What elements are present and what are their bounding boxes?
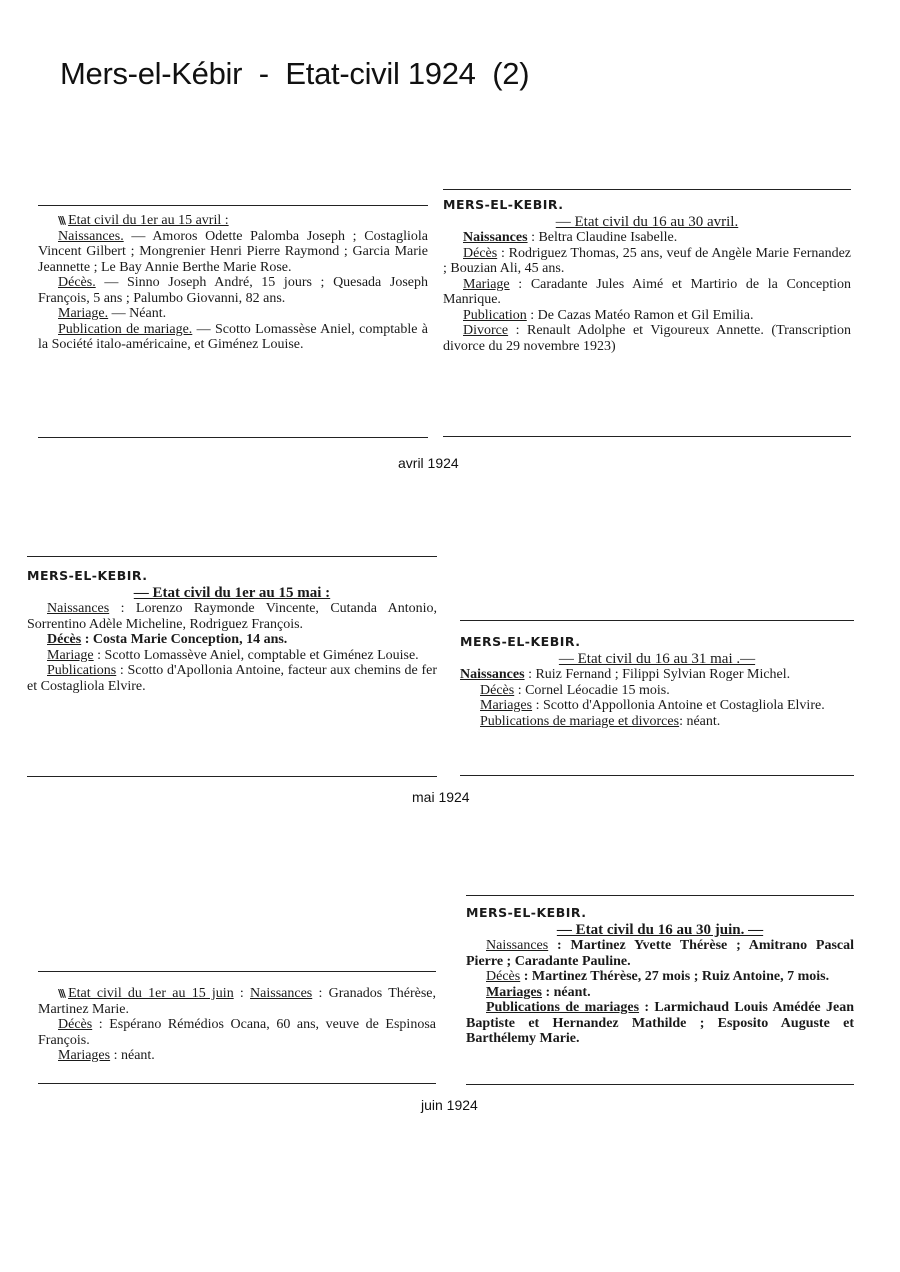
naissances-text: : Ruiz Fernand ; Filippi Sylvian Roger Michel.: [524, 667, 791, 682]
publication-text: : néant.: [679, 713, 721, 729]
deces-text: : Cornel Léocadie 15 mois.: [514, 682, 670, 698]
naissances-label: Naissances: [486, 938, 549, 953]
publication-label: Publication de mariage.: [58, 321, 193, 337]
deces-text: : Costa Marie Conception, 14 ans.: [81, 632, 288, 647]
clip-bottom-rule: [38, 437, 428, 438]
publication-text: : De Cazas Matéo Ramon et Gil Emilia.: [526, 307, 754, 323]
clipping-juin-1: \\\ Etat civil du 1er au 15 juin : Naissances : Granados Thérèse, Martinez Marie. Décès : Espérano Rémédios Ocana, 60 ans, veuve de Espinosa François. Mariages : néant.: [38, 971, 436, 1087]
mariage-text: : néant.: [110, 1048, 155, 1063]
deces-label: Décès: [480, 682, 515, 698]
etat-civil-heading: — Etat civil du 16 au 30 avril.: [555, 213, 739, 230]
publication-text: : Scotto d'Apollonia Antoine, facteur aux chemins de fer et Costagliola Elvire.: [27, 663, 437, 694]
clip-bottom-rule: [38, 1083, 436, 1084]
etat-civil-heading: — Etat civil du 16 au 30 juin. —: [556, 921, 764, 938]
newspaper-header: MERS-EL-KEBIR.: [27, 568, 148, 583]
mariage-text: — Néant.: [108, 306, 167, 321]
naissances-label: Naissances: [47, 601, 110, 616]
deces-text: — Sinno Joseph André, 15 jours ; Quesada Joseph François, 5 ans ; Palumbo Giovanni, 82 ans.: [38, 275, 428, 306]
publication-text: : Larmichaud Louis Amédée Jean Baptiste et Hernandez Mathilde ; Esposito Auguste et Barthélemy Marie.: [466, 1000, 854, 1046]
divorce-label: Divorce: [463, 323, 509, 338]
publication-label: Publications: [47, 663, 117, 678]
mariage-label: Mariages: [486, 984, 542, 1000]
newspaper-header: MERS-EL-KEBIR.: [443, 197, 564, 212]
newspaper-header: MERS-EL-KEBIR.: [460, 634, 581, 649]
clip-top-rule: [466, 895, 854, 896]
publication-label: Publications de mariages: [486, 1000, 640, 1015]
publication-label: Publication: [463, 307, 527, 323]
naissances-label: Naissances: [463, 230, 528, 245]
clipping-avril-2: [443, 189, 851, 441]
caption-juin: juin 1924: [421, 1097, 478, 1113]
clip-top-rule: [38, 205, 428, 206]
etat-civil-heading: — Etat civil du 16 au 31 mai .—: [558, 650, 756, 667]
deces-label: Décès.: [58, 275, 96, 290]
mariage-label: Mariages: [480, 698, 533, 713]
clipping-mai-1: [27, 556, 437, 778]
naissances-text: : Martinez Yvette Thérèse ; Amitrano Pascal Pierre ; Caradante Pauline.: [466, 938, 854, 969]
mariage-text: : Scotto d'Appollonia Antoine et Costagliola Elvire.: [532, 698, 825, 713]
deces-label: Décès: [486, 969, 521, 984]
publication-label: Publications de mariage et divorces: [480, 713, 680, 729]
mariage-text: : Caradante Jules Aimé et Martirio de la Conception Manrique.: [443, 276, 851, 307]
clipping-mai-2: [460, 620, 854, 778]
deces-text: : Rodriguez Thomas, 25 ans, veuf de Angèle Marie Fernandez ; Bouzian Ali, 45 ans.: [443, 245, 851, 276]
clip-bottom-rule: [27, 776, 437, 777]
clip-top-rule: [38, 971, 436, 972]
etat-civil-heading: Etat civil du 1er au 15 avril :: [68, 213, 229, 228]
clip-bottom-rule: [466, 1084, 854, 1085]
mariage-text: : Scotto Lomassève Aniel, comptable et Giménez Louise.: [93, 647, 419, 663]
naissances-text: — Amoros Odette Palomba Joseph ; Costagliola Vincent Gilbert ; Mongrenier Henri Pierre Raymond ; Garcia Marie Jeannette ; Le Bay Annie Berthe Marie Rose.: [38, 228, 428, 275]
etat-civil-heading: — Etat civil du 1er au 15 mai :: [133, 584, 331, 601]
divorce-text: : Renault Adolphe et Vigoureux Annette. (Transcription divorce du 29 novembre 1923): [443, 323, 851, 354]
etat-civil-heading: Etat civil du 1er au 15 juin: [68, 986, 234, 1001]
naissances-label: Naissances.: [58, 228, 124, 244]
caption-avril: avril 1924: [398, 455, 459, 471]
clip-mark: \\\: [58, 987, 65, 1000]
clip-bottom-rule: [443, 436, 851, 437]
mariage-label: Mariage.: [58, 306, 109, 321]
publication-text: — Scotto Lomassèse Aniel, comptable à la Société italo-américaine, et Giménez Louise.: [38, 321, 429, 352]
caption-mai: mai 1924: [412, 789, 470, 805]
page-title: Mers-el-Kébir - Etat-civil 1924 (2): [60, 56, 530, 91]
clip-mark: \\\: [58, 214, 65, 227]
clipping-juin-2: [466, 895, 854, 1087]
deces-text: : Martinez Thérèse, 27 mois ; Ruiz Antoine, 7 mois.: [520, 969, 830, 984]
deces-label: Décès: [47, 632, 82, 647]
naissances-label: Naissances: [460, 667, 525, 682]
clip-top-rule: [27, 556, 437, 557]
deces-label: Décès: [463, 245, 498, 261]
mariage-label: Mariages: [58, 1048, 111, 1063]
naissances-label: Naissances: [250, 986, 313, 1001]
mariage-label: Mariage: [47, 647, 94, 663]
deces-text: : Espérano Rémédios Ocana, 60 ans, veuve de Espinosa François.: [38, 1017, 436, 1048]
naissances-text: : Lorenzo Raymonde Vincente, Cutanda Antonio, Sorrentino Adèle Micheline, Rodriguez François.: [27, 601, 437, 632]
clip-top-rule: [443, 189, 851, 190]
naissances-text: : Beltra Claudine Isabelle.: [527, 230, 678, 245]
mariage-label: Mariage: [463, 276, 510, 292]
clipping-avril-1: [38, 205, 428, 443]
deces-label: Décès: [58, 1017, 93, 1032]
clip-bottom-rule: [460, 775, 854, 776]
naissances-text: : Granados Thérèse, Martinez Marie.: [38, 986, 437, 1017]
clip-top-rule: [460, 620, 854, 621]
mariage-text: : néant.: [541, 984, 591, 1000]
newspaper-header: MERS-EL-KEBIR.: [466, 905, 587, 920]
